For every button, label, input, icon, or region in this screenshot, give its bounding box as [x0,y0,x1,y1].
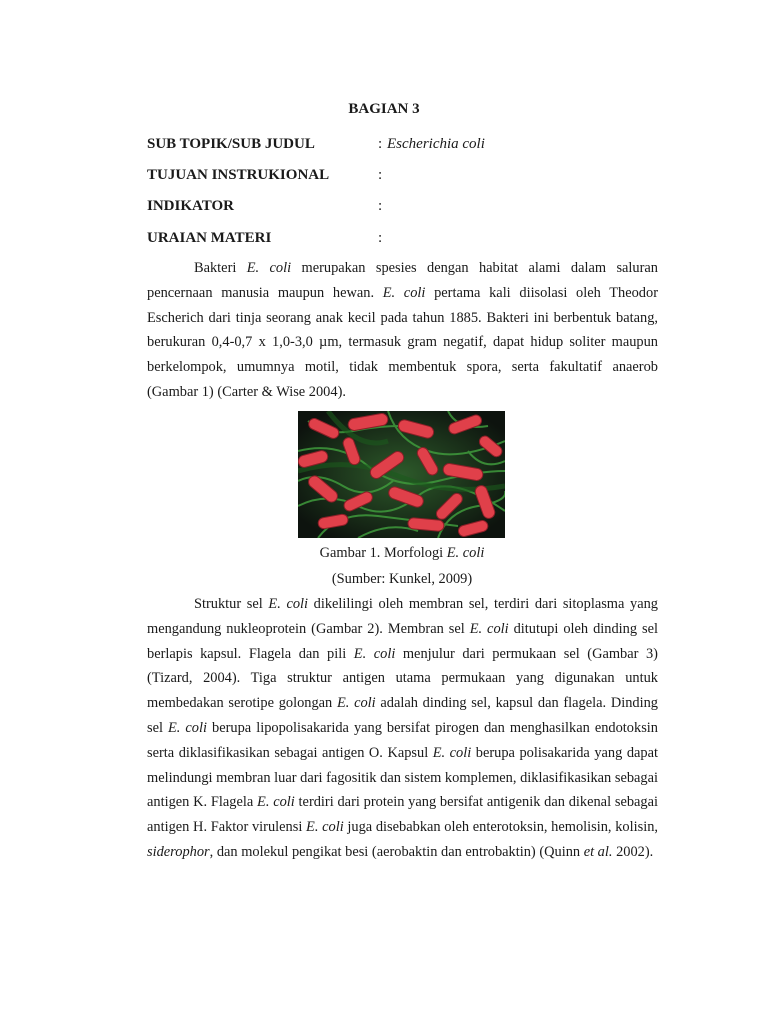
text-run: ditutupi oleh dinding sel berlapis kapsul. Flagela dan pili [147,620,658,662]
text-run: , dan molekul pengikat besi (aerobaktin dan entrobaktin) (Quinn [209,843,584,860]
italic-term: E. coli [432,744,472,761]
italic-term: E. coli [257,794,295,811]
ecoli-micrograph [298,411,505,538]
text-run: 2002). [612,843,654,860]
text-run: merupakan spesies dengan habitat alami dalam saluran pencernaan manusia maupun hewan. [147,260,658,301]
text-run: terdiri dari protein yang bersifat antigenik dan dikenal sebagai antigen H. Faktor virulensi [147,794,658,836]
text-run: pertama kali diisolasi oleh Theodor Escherich dari tinja seorang anak kecil pada tahun 1885. Bakteri ini berbentuk batang, berukuran 0,4-0,7 x 1,0-3,0 µm, termasuk gram negatif, dapat hidup soliter maupun berkelompok, umumnya motil, tidak membentuk spora, serta fakultatif anaerob (Gambar 1) (Carter & Wise 2004). [147,284,658,400]
caption-species: E. coli [446,545,485,561]
paragraph-intro [147,256,658,405]
micrograph-image [298,411,505,538]
figure-caption [0,545,768,562]
text-run: menjulur dari permukaan sel (Gambar 3) (Tizard, 2004). Tiga struktur antigen utama permukaan yang digunakan untuk membedakan serotipe golongan [147,645,658,712]
text-run: adalah dinding sel, kapsul dan flagela. Dinding sel [147,695,658,736]
text-run: dikelilingi oleh membran sel, terdiri dari sitoplasma yang mengandung nukleoprotein (Gambar 2). Membran sel [147,596,658,637]
italic-term: E. coli [336,695,376,712]
meta-value: Escherichia coli [387,136,485,152]
italic-term: E. coli [246,260,292,276]
meta-label: TUJUAN INSTRUKIONAL [147,167,330,183]
italic-term: E. coli [168,719,208,736]
meta-label: URAIAN MATERI [147,230,272,246]
italic-term: E. coli [469,620,509,637]
meta-colon: : [378,230,383,246]
section-heading: BAGIAN 3 [348,101,420,117]
caption-prefix: Gambar 1. Morfologi [319,545,447,561]
italic-term: E. coli [306,819,344,836]
italic-term: E. coli [353,645,396,662]
text-run: juga disebabkan oleh enterotoksin, hemolisin, kolisin, [343,819,658,836]
text-run: Bakteri [194,260,247,276]
italic-term: siderophor [147,843,210,860]
meta-label: SUB TOPIK/SUB JUDUL [147,136,315,152]
italic-term: E. coli [268,596,309,612]
italic-term: E. coli [382,284,426,301]
text-run: berupa polisakarida yang dapat melindungi membran luar dari fagositik dan sistem komplemen, diklasifikasikan sebagai antigen K. Flagela [147,744,658,811]
italic-term: et al. [583,843,613,860]
meta-label: INDIKATOR [147,198,234,214]
figure-source: (Sumber: Kunkel, 2009) [331,571,473,587]
meta-colon: : [378,167,383,183]
text-run: berupa lipopolisakarida yang bersifat pirogen dan menghasilkan endotoksin serta diklasifikasikan sebagai antigen O. Kapsul [147,719,658,761]
meta-colon: : [378,136,383,152]
paragraph-structure [147,592,658,865]
meta-colon: : [378,198,383,214]
text-run: Struktur sel [194,596,269,612]
